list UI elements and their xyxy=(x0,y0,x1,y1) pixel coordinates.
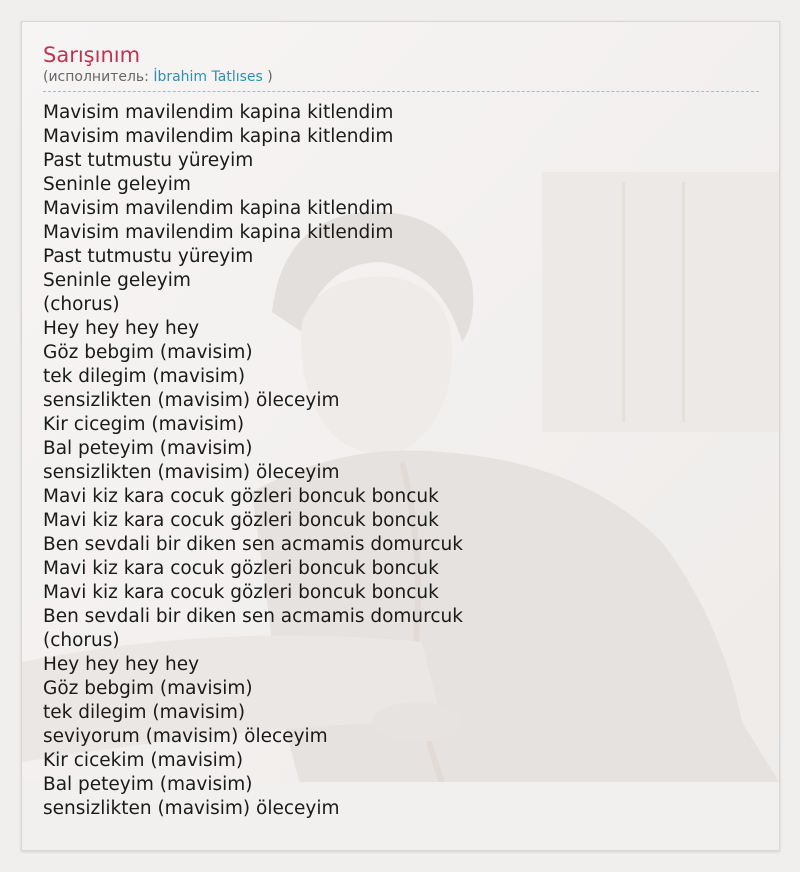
performer-line xyxy=(43,68,759,92)
lyric-line: Mavisim mavilendim kapina kitlendim xyxy=(43,102,394,123)
lyric-line: Hey hey hey hey xyxy=(43,654,200,675)
lyric-line: Kir cicekim (mavisim) xyxy=(43,750,244,771)
lyric-line: Past tutmustu yüreyim xyxy=(43,150,254,171)
song-title: Sarışınım xyxy=(43,43,141,67)
lyric-line: Mavisim mavilendim kapina kitlendim xyxy=(43,198,394,219)
lyric-line: Ben sevdali bir diken sen acmamis domurcuk xyxy=(43,534,463,555)
artist-link[interactable]: İbrahim Tatlıses xyxy=(153,69,263,85)
lyric-line: Past tutmustu yüreyim xyxy=(43,246,254,267)
lyric-line: Mavi kiz kara cocuk gözleri boncuk boncuk xyxy=(43,486,439,507)
lyric-line: Mavisim mavilendim kapina kitlendim xyxy=(43,126,394,147)
lyric-line: Bal peteyim (mavisim) xyxy=(43,438,253,459)
performer-suffix: ) xyxy=(262,69,273,85)
song-content xyxy=(43,42,759,821)
lyric-line: Mavi kiz kara cocuk gözleri boncuk boncuk xyxy=(43,510,439,531)
lyric-line: Mavisim mavilendim kapina kitlendim xyxy=(43,222,394,243)
lyric-line: (chorus) xyxy=(43,630,120,651)
lyrics-block xyxy=(43,101,759,821)
lyric-line: tek dilegim (mavisim) xyxy=(43,366,246,387)
lyric-line: Hey hey hey hey xyxy=(43,318,200,339)
lyric-line: (chorus) xyxy=(43,294,120,315)
lyric-line: Mavi kiz kara cocuk gözleri boncuk boncuk xyxy=(43,582,439,603)
lyric-line: sensizlikten (mavisim) öleceyim xyxy=(43,462,340,483)
lyric-line: Göz bebgim (mavisim) xyxy=(43,342,253,363)
lyric-line: Mavi kiz kara cocuk gözleri boncuk boncuk xyxy=(43,558,439,579)
lyric-line: Seninle geleyim xyxy=(43,270,191,291)
lyrics-card xyxy=(21,21,780,851)
performer-prefix: (исполнитель: xyxy=(43,69,154,85)
lyric-line: Ben sevdali bir diken sen acmamis domurcuk xyxy=(43,606,463,627)
lyric-line: Göz bebgim (mavisim) xyxy=(43,678,253,699)
lyric-line: tek dilegim (mavisim) xyxy=(43,702,246,723)
lyric-line: sensizlikten (mavisim) öleceyim xyxy=(43,798,340,819)
lyric-line: Kir cicegim (mavisim) xyxy=(43,414,245,435)
lyric-line: Seninle geleyim xyxy=(43,174,191,195)
lyric-line: Bal peteyim (mavisim) xyxy=(43,774,253,795)
lyric-line: sensizlikten (mavisim) öleceyim xyxy=(43,390,340,411)
lyric-line: seviyorum (mavisim) öleceyim xyxy=(43,726,328,747)
